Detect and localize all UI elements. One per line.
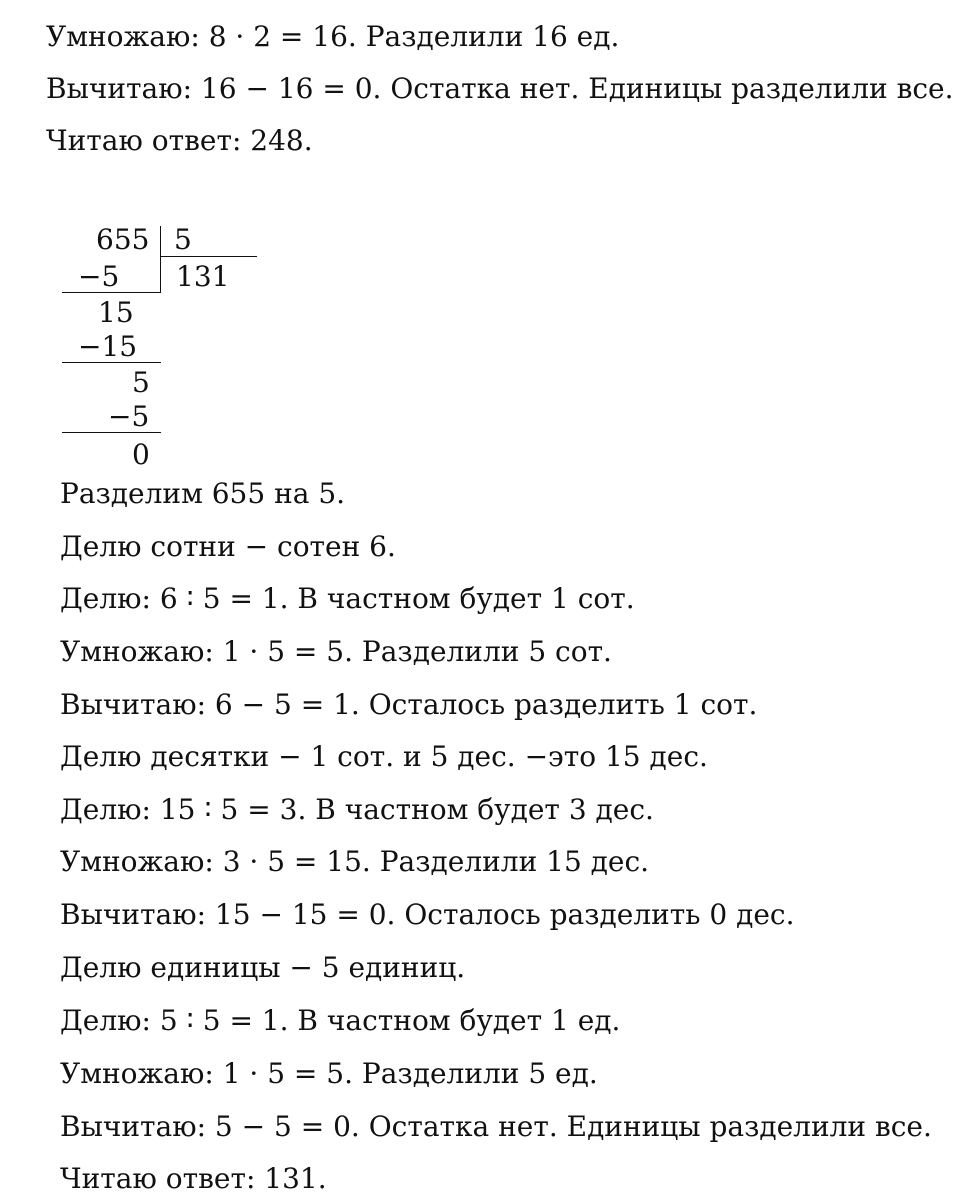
partial-dividend: 15 (98, 296, 134, 329)
subtraction-line (62, 292, 161, 293)
division-vertical-line (160, 226, 161, 292)
text-line: Вычитаю: 5 − 5 = 0. Остатка нет. Единицы разделили все. (60, 1110, 932, 1143)
text-line: Вычитаю: 6 − 5 = 1. Осталось разделить 1 сот. (60, 688, 758, 721)
text-line: Разделим 655 на 5. (60, 477, 346, 510)
text-line: Вычитаю: 16 − 16 = 0. Остатка нет. Единицы разделили все. (46, 72, 954, 105)
text-line: Умножаю: 8 · 2 = 16. Разделили 16 ед. (46, 20, 620, 53)
text-line: Делю единицы − 5 единиц. (60, 951, 466, 984)
text-line: Делю: 6 ∶ 5 = 1. В частном будет 1 сот. (60, 582, 635, 615)
remainder: 0 (132, 438, 150, 471)
dividend: 655 (96, 223, 150, 256)
answer-line: Читаю ответ: 248. (46, 124, 313, 157)
partial-dividend: 5 (132, 366, 150, 399)
text-line: Вычитаю: 15 − 15 = 0. Осталось разделить 0 дес. (60, 898, 795, 931)
subtraction-line (62, 432, 161, 433)
answer-line: Читаю ответ: 131. (60, 1162, 327, 1195)
subtraction-line (62, 362, 161, 363)
text-line: Умножаю: 3 · 5 = 15. Разделили 15 дес. (60, 845, 650, 878)
text-line: Делю: 5 ∶ 5 = 1. В частном будет 1 ед. (60, 1004, 621, 1037)
divisor: 5 (174, 223, 192, 256)
quotient: 131 (176, 260, 230, 293)
subtrahend: −5 (78, 260, 120, 293)
text-line: Умножаю: 1 · 5 = 5. Разделили 5 ед. (60, 1057, 598, 1090)
divisor-underline (161, 256, 257, 257)
long-division (0, 0, 300, 480)
text-line: Делю: 15 ∶ 5 = 3. В частном будет 3 дес. (60, 793, 654, 826)
subtrahend: −5 (108, 400, 150, 433)
text-line: Делю десятки − 1 сот. и 5 дес. −это 15 дес. (60, 740, 708, 773)
text-line: Умножаю: 1 · 5 = 5. Разделили 5 сот. (60, 635, 612, 668)
text-line: Делю сотни − сотен 6. (60, 530, 396, 563)
subtrahend: −15 (78, 330, 138, 363)
